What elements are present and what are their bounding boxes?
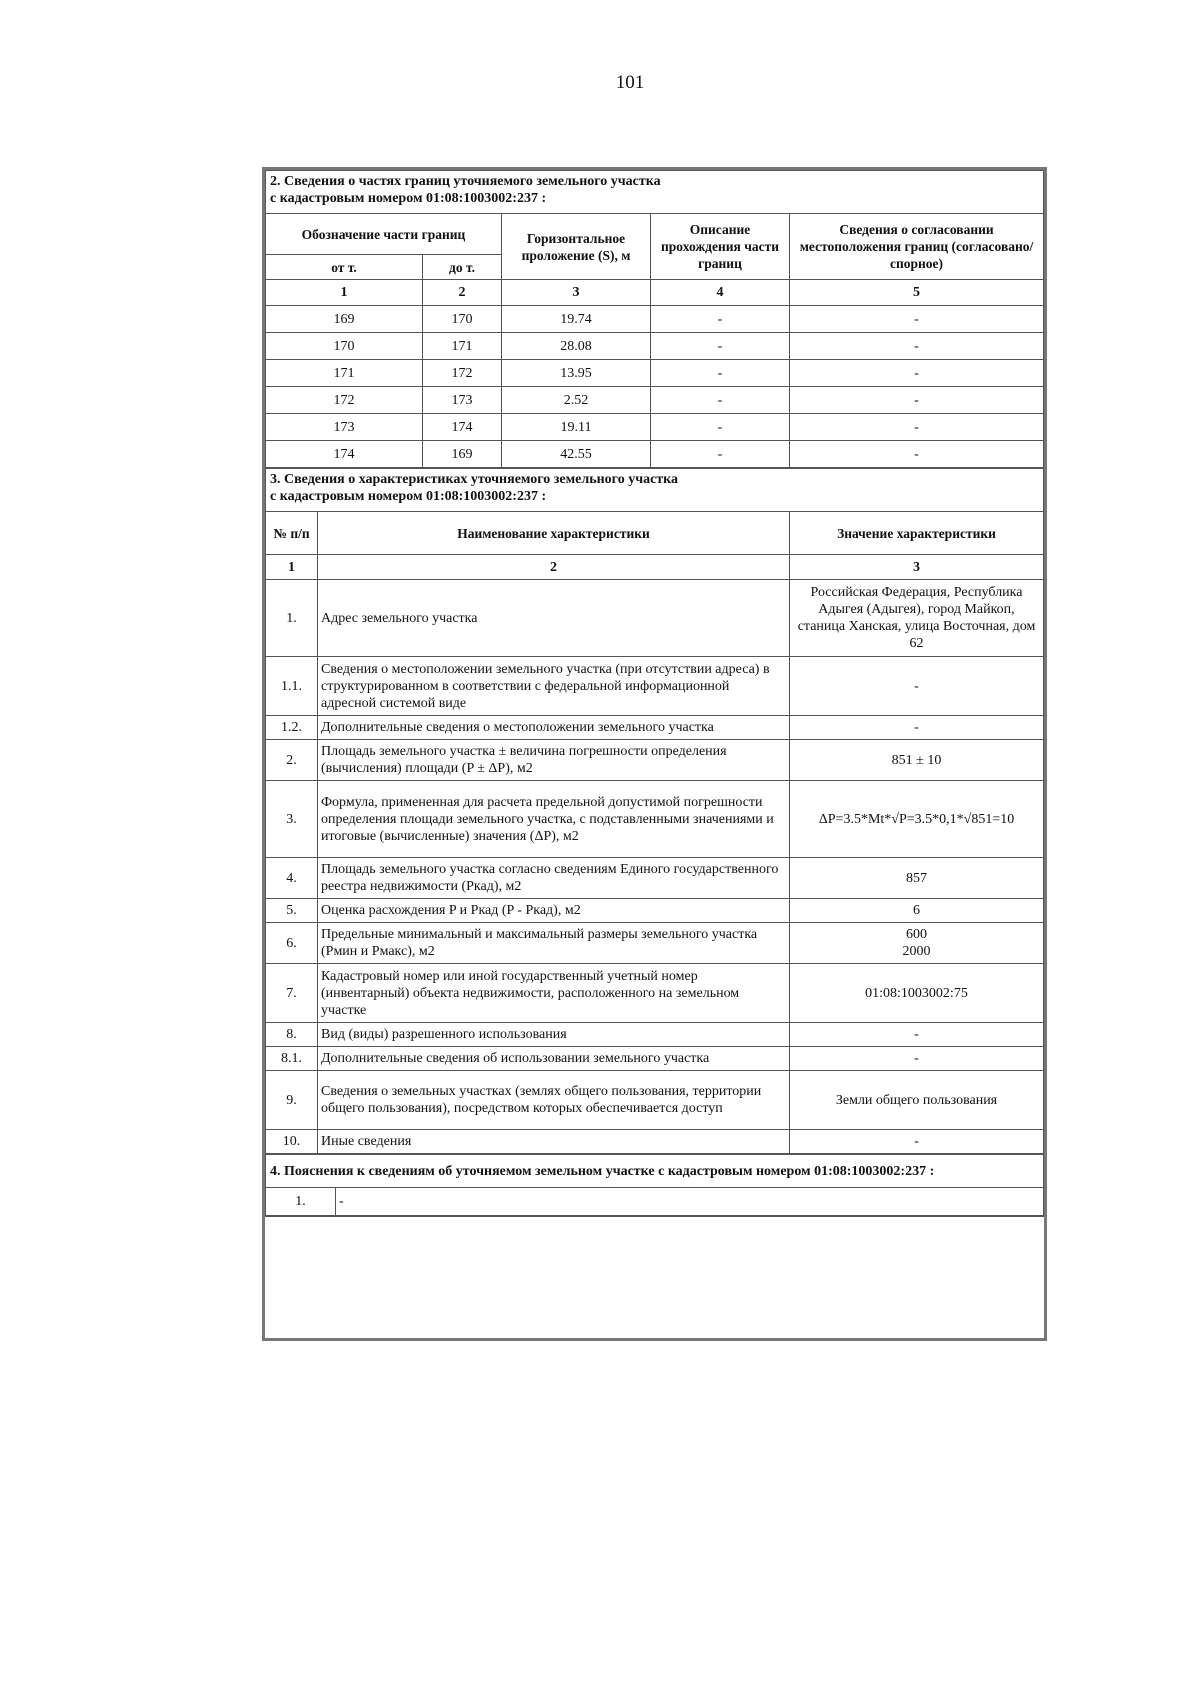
table-row [266,1071,1044,1130]
horizontal-distance: 19.74 [502,306,651,333]
description: - [651,441,790,468]
row-num: 9. [266,1071,318,1130]
row-value: 857 [790,858,1044,899]
description: - [651,333,790,360]
header-name: Наименование характеристики [318,512,790,555]
row-value: - [790,1047,1044,1071]
table-row [266,858,1044,899]
row-name: Площадь земельного участка ± величина погрешности определения (вычисления) площади (P ± ΔP), м2 [318,740,790,781]
row-num: 2. [266,740,318,781]
row-name: Площадь земельного участка согласно сведениям Единого государственного реестра недвижимости (Pкад), м2 [318,858,790,899]
agreement: - [790,333,1044,360]
section3-title: 3. Сведения о характеристиках уточняемого земельного участка с кадастровым номером 01:08:1003002:237 : [266,469,1044,512]
horizontal-distance: 28.08 [502,333,651,360]
header-num: № п/п [266,512,318,555]
row-name: Сведения о земельных участках (землях общего пользования, территории общего пользования), посредством которых обеспечивается доступ [318,1071,790,1130]
section2-title: 2. Сведения о частях границ уточняемого земельного участка с кадастровым номером 01:08:1003002:237 : [266,171,1044,214]
table-row [266,899,1044,923]
horizontal-distance: 42.55 [502,441,651,468]
header-to: до т. [423,255,502,280]
agreement: - [790,306,1044,333]
agreement: - [790,360,1044,387]
table-row [266,1130,1044,1154]
row-value: - [790,657,1044,716]
row-value: Российская Федерация, Республика Адыгея (Адыгея), город Майкоп, станица Ханская, улица Восточная, дом 62 [790,580,1044,657]
row-num: 3. [266,781,318,858]
table-row [266,580,1044,657]
agreement: - [790,441,1044,468]
description: - [651,387,790,414]
col-number: 5 [790,280,1044,306]
section3-table [265,468,1044,1154]
table-row [266,1188,1044,1216]
to-point: 169 [423,441,502,468]
row-name: Дополнительные сведения о местоположении земельного участка [318,716,790,740]
row-num: 1. [266,1188,336,1216]
col-number: 1 [266,555,318,580]
col-number: 3 [790,555,1044,580]
table-row [266,387,1044,414]
col-number: 4 [651,280,790,306]
row-value: 851 ± 10 [790,740,1044,781]
document-frame [262,167,1047,1341]
row-value: - [790,716,1044,740]
horizontal-distance: 2.52 [502,387,651,414]
description: - [651,414,790,441]
header-description: Описание прохождения части границ [651,214,790,280]
row-value: ΔP=3.5*Mt*√P=3.5*0,1*√851=10 [790,781,1044,858]
header-horizontal: Горизонтальное проложение (S), м [502,214,651,280]
row-name: Вид (виды) разрешенного использования [318,1023,790,1047]
header-parts: Обозначение части границ [266,214,502,255]
row-num: 5. [266,899,318,923]
to-point: 170 [423,306,502,333]
col-number: 1 [266,280,423,306]
row-num: 7. [266,964,318,1023]
table-row [266,716,1044,740]
row-value: - [790,1023,1044,1047]
description: - [651,360,790,387]
row-num: 8.1. [266,1047,318,1071]
table-row [266,333,1044,360]
col-number: 3 [502,280,651,306]
row-num: 4. [266,858,318,899]
table-row [266,360,1044,387]
from-point: 172 [266,387,423,414]
row-num: 8. [266,1023,318,1047]
row-name: Дополнительные сведения об использовании земельного участка [318,1047,790,1071]
row-value: Земли общего пользования [790,1071,1044,1130]
table-row [266,781,1044,858]
table-row [266,657,1044,716]
table-row [266,1023,1044,1047]
to-point: 174 [423,414,502,441]
row-name: Адрес земельного участка [318,580,790,657]
table-row [266,414,1044,441]
col-number: 2 [318,555,790,580]
page-number: 101 [615,72,645,93]
row-name: Формула, примененная для расчета предельной допустимой погрешности определения площади земельного участка, с подставленными значениями и итоговые (вычисленные) значения (ΔP), м2 [318,781,790,858]
section4-table [265,1154,1044,1216]
table-row [266,964,1044,1023]
from-point: 173 [266,414,423,441]
description: - [651,306,790,333]
col-number: 2 [423,280,502,306]
horizontal-distance: 13.95 [502,360,651,387]
row-value: 6 [790,899,1044,923]
to-point: 172 [423,360,502,387]
agreement: - [790,387,1044,414]
to-point: 171 [423,333,502,360]
row-name: Сведения о местоположении земельного участка (при отсутствии адреса) в структурированном в соответствии с федеральной информационной адресной системой виде [318,657,790,716]
row-name: Оценка расхождения P и Pкад (P - Pкад), м2 [318,899,790,923]
row-text: - [336,1188,1044,1216]
row-name: Предельные минимальный и максимальный размеры земельного участка (Pмин и Pмакс), м2 [318,923,790,964]
from-point: 174 [266,441,423,468]
from-point: 169 [266,306,423,333]
table-row [266,1047,1044,1071]
row-num: 6. [266,923,318,964]
table-row [266,923,1044,964]
table-row [266,740,1044,781]
row-value: - [790,1130,1044,1154]
row-num: 1. [266,580,318,657]
agreement: - [790,414,1044,441]
row-value: 600 2000 [790,923,1044,964]
table-row [266,306,1044,333]
row-num: 10. [266,1130,318,1154]
to-point: 173 [423,387,502,414]
section4-title: 4. Пояснения к сведениям об уточняемом земельном участке с кадастровым номером 01:08:1003002:237 : [266,1155,1044,1188]
header-agreement: Сведения о согласовании местоположения границ (согласовано/спорное) [790,214,1044,280]
blank-area [265,1216,1044,1329]
row-num: 1.2. [266,716,318,740]
row-name: Иные сведения [318,1130,790,1154]
table-row [266,441,1044,468]
row-value: 01:08:1003002:75 [790,964,1044,1023]
horizontal-distance: 19.11 [502,414,651,441]
row-name: Кадастровый номер или иной государственный учетный номер (инвентарный) объекта недвижимости, расположенного на земельном участке [318,964,790,1023]
from-point: 171 [266,360,423,387]
section2-table [265,170,1044,468]
header-from: от т. [266,255,423,280]
row-num: 1.1. [266,657,318,716]
header-value: Значение характеристики [790,512,1044,555]
from-point: 170 [266,333,423,360]
